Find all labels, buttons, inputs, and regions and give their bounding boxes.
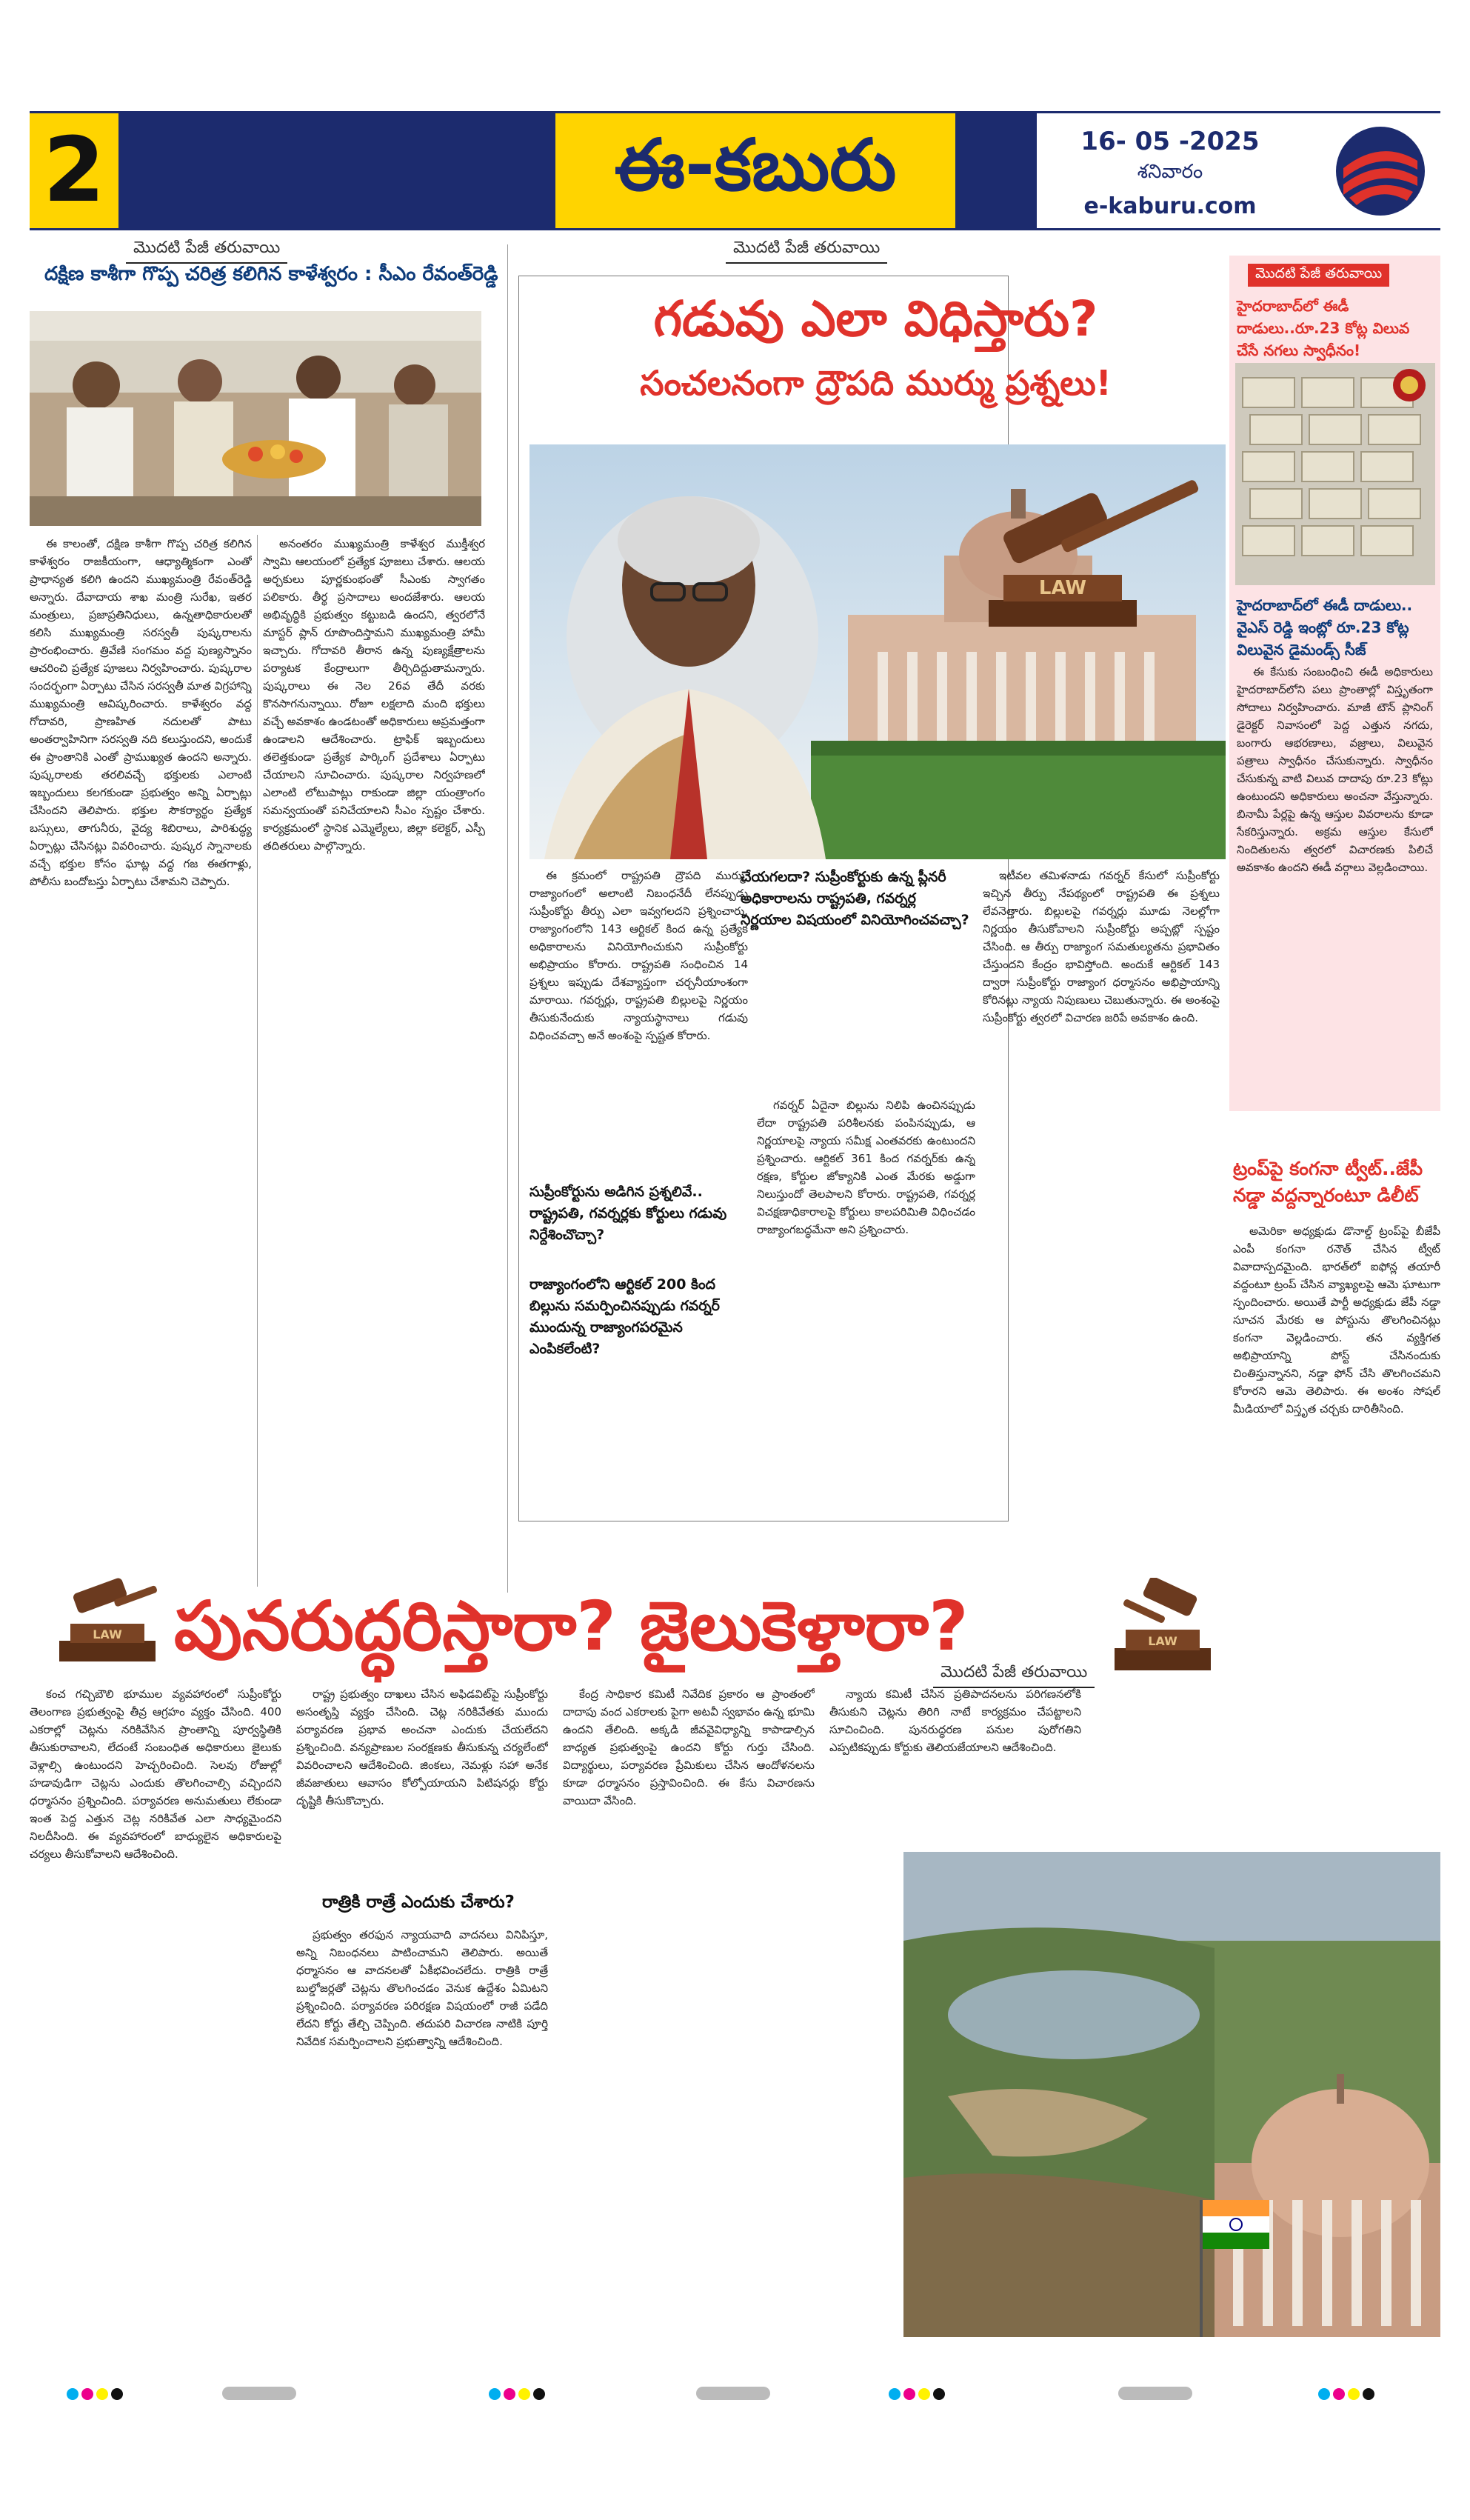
lead-subheadline: సంచలనంగా ద్రౌపది ముర్ము ప్రశ్నలు!	[640, 363, 1112, 403]
lead-story-column-2: గవర్నర్ ఏదైనా బిల్లును నిలిపి ఉంచినప్పుడు లేదా రాష్ట్రపతి పరిశీలనకు పంపినప్పుడు, ఆ నిర్ణయాలపై న్యాయ సమీక్ష ఎంతవరకు ఉంటుందని ప్రశ్నించారు. ఆర్టికల్ 361 కింద గవర్నర్‌కు ఉన్న రక్షణ, కోర్టుల జోక్యానికి ఎంత మేరకు అడ్డుగా నిలుస్తుందో తెలపాలని కోరారు. రాష్ట్రపతి, గవర్నర్ల విచక్షణాధికారాలపై కోర్టులు కాలపరిమితి విధించడం రాజ్యాంగబద్ధమేనా అని ప్రశ్నించారు.	[757, 1099, 975, 1236]
lead-story-kicker: మొదటి పేజీ తరువాయి	[726, 239, 887, 264]
kancha-gachibowli-court-photo	[903, 1852, 1440, 2337]
registration-mark	[67, 2388, 78, 2400]
lead-headline[interactable]: గడువు ఎలా విధిస్తారు?	[653, 290, 1098, 347]
page-number: 2	[43, 119, 105, 222]
column-divider	[257, 535, 258, 1587]
ed-raid-kicker: మొదటి పేజీ తరువాయి	[1248, 264, 1389, 287]
registration-mark	[504, 2388, 515, 2400]
registration-mark	[903, 2388, 915, 2400]
registration-mark	[918, 2388, 930, 2400]
registration-mark	[1318, 2388, 1330, 2400]
bottom-story-kicker: మొదటి పేజీ తరువాయి	[933, 1663, 1095, 1688]
left-story-kicker: మొదటి పేజీ తరువాయి	[126, 239, 287, 264]
bottom-story-column-2: రాష్ట్ర ప్రభుత్వం దాఖలు చేసిన అఫిడవిట్‌పై సుప్రీంకోర్టు అసంతృప్తి వ్యక్తం చేసింది. చెట్ల నరికివేతకు ముందు పర్యావరణ ప్రభావ అంచనా ఎందుకు చేయలేదని ప్రశ్నించింది. వన్యప్రాణుల సంరక్షణకు తీసుకున్న చర్యలేంటో వివరించాలని ఆదేశించింది. జింకలు, నెమళ్లు సహా అనేక జీవజాతులు ఆవాసం కోల్పోయాయని పిటిషనర్లు కోర్టు దృష్టికి తీసుకొచ్చారు.	[296, 1687, 548, 1807]
ed-raid-body: ఈ కేసుకు సంబంధించి ఈడీ అధికారులు హైదరాబాద్‌లోని పలు ప్రాంతాల్లో విస్తృతంగా సోదాలు నిర్వహించారు. మాజీ టౌన్ ప్లానింగ్ డైరెక్టర్ నివాసంలో పెద్ద ఎత్తున నగదు, బంగారు ఆభరణాలు, వజ్రాలు, విలువైన పత్రాలు స్వాధీనం చేసుకున్నారు. స్వాధీనం చేసుకున్న వాటి విలువ దాదాపు రూ.23 కోట్లు ఉంటుందని అధికారులు అంచనా వేస్తున్నారు. బినామీ పేర్లపై ఉన్న ఆస్తుల వివరాలను కూడా సేకరిస్తున్నారు. అక్రమ ఆస్తుల కేసులో నిందితులను త్వరలో విచారణకు పిలిచే అవకాశం ఉందని ఈడీ వర్గాలు వెల్లడించాయి.	[1237, 665, 1433, 874]
newspaper-title: ఈ-కబురు	[614, 124, 897, 207]
registration-mark	[1363, 2388, 1374, 2400]
left-story-headline[interactable]: దక్షిణ కాశీగా గొప్ప చరిత్ర కలిగిన కాళేశ్వరం : సీఎం రేవంత్‌రెడ్డి	[44, 263, 498, 285]
gavel-icon	[52, 1578, 163, 1667]
bottom-story-column-3: కేంద్ర సాధికార కమిటీ నివేదిక ప్రకారం ఆ ప్రాంతంలో దాదాపు వంద ఎకరాలకు పైగా అటవీ స్వభావం ఉన్న భూమి ఉందని తేలింది. అక్కడి జీవవైవిధ్యాన్ని కాపాడాల్సిన బాధ్యత ప్రభుత్వంపై ఉందని కోర్టు గుర్తు చేసింది. విద్యార్థులు, పర్యావరణ ప్రేమికులు చేసిన ఆందోళనలను కూడా ధర్మాసనం ప్రస్తావించింది. ఈ కేసు విచారణను వాయిదా వేసింది.	[563, 1687, 815, 1807]
svg-text:LAW: LAW	[93, 1627, 122, 1641]
bottom-story-column-1: కంచ గచ్చిబౌలి భూముల వ్యవహారంలో సుప్రీంకోర్టు తెలంగాణ ప్రభుత్వంపై తీవ్ర ఆగ్రహం వ్యక్తం చేసింది. 400 ఎకరాల్లో చెట్లను నరికివేసిన ప్రాంతాన్ని పూర్వస్థితికి తీసుకురావాలని, లేదంటే సంబంధిత అధికారులు జైలుకు వెళ్లాల్సి ఉంటుందని హెచ్చరించింది. సెలవు రోజుల్లో హడావుడిగా చెట్లను ఎందుకు తొలగించాల్సి వచ్చిందని ధర్మాసనం ప్రశ్నించింది. పర్యావరణ అనుమతులు లేకుండా ఇంత పెద్ద ఎత్తున చెట్ల నరికివేత ఎలా సాధ్యమైందని నిలదీసింది. ఈ వ్యవహారంలో బాధ్యులైన అధికారులపై చర్యలు తీసుకోవాలని ఆదేశించింది.	[30, 1687, 281, 1861]
cm-pushkaralu-photo	[30, 311, 481, 526]
left-story-column-1: ఈ కాలంతో, దక్షిణ కాశీగా గొప్ప చరిత్ర కలిగిన కాళేశ్వరం రాజకీయంగా, ఆధ్యాత్మికంగా ఎంతో ప్రాధాన్యత కలిగి ఉందని ముఖ్యమంత్రి రేవంత్‌రెడ్డి అన్నారు. దేవాదాయ శాఖ మంత్రి సురేఖ, ఇతర మంత్రులు, ప్రజాప్రతినిధులు, ఉన్నతాధికారులతో కలిసి ముఖ్యమంత్రి సరస్వతీ పుష్కరాలను ప్రారంభించారు. త్రివేణి సంగమం వద్ద పుణ్యస్నానం ఆచరించి ప్రత్యేక పూజలు నిర్వహించారు. పుష్కరాల సందర్భంగా ఏర్పాటు చేసిన సరస్వతీ మాత విగ్రహాన్ని ముఖ్యమంత్రి ఆవిష్కరించారు. కాళేశ్వరం వద్ద గోదావరి, ప్రాణహిత నదులతో పాటు అంతర్వాహినిగా సరస్వతి నది కలుస్తుందని, అందుకే ఈ ప్రాంతానికి ఎంతో ప్రాముఖ్యత ఉందని అన్నారు. పుష్కరాలకు తరలివచ్చే భక్తులకు ఎలాంటి ఇబ్బందులు కలగకుండా ప్రభుత్వం అన్ని ఏర్పాట్లు చేసిందని తెలిపారు. భక్తుల సౌకర్యార్థం ప్రత్యేక బస్సులు, తాగునీరు, వైద్య శిబిరాలు, పారిశుద్ధ్య ఏర్పాట్లు చేసినట్లు వివరించారు. పుష్కర స్నానాలకు వచ్చే భక్తుల కోసం ఘాట్ల వద్ద గజ ఈతగాళ్లు, పోలీసు బందోబస్తు ఏర్పాటు చేశామని చెప్పారు.	[30, 537, 252, 888]
masthead-divider	[955, 113, 1037, 228]
bottom-story-column-2b: ప్రభుత్వం తరఫున న్యాయవాది వాదనలు వినిపిస్తూ, అన్ని నిబంధనలు పాటించామని తెలిపారు. అయితే ధర్మాసనం ఆ వాదనలతో ఏకీభవించలేదు. రాత్రికి రాత్రే బుల్డోజర్లతో చెట్లను తొలగించడం వెనుక ఉద్దేశం ఏమిటని ప్రశ్నించింది. పర్యావరణ పరిరక్షణ విషయంలో రాజీ పడేది లేదని కోర్టు తేల్చి చెప్పింది. తదుపరి విచారణ నాటికి పూర్తి నివేదిక సమర్పించాలని ప్రభుత్వాన్ని ఆదేశించింది.	[296, 1928, 548, 2048]
bottom-story-subhead: రాత్రికి రాత్రే ఎందుకు చేశారు?	[322, 1893, 515, 1912]
brand-logo-icon	[1333, 124, 1428, 219]
lead-story-column-1: ఈ క్రమంలో రాష్ట్రపతి ద్రౌపది ముర్ము, రాజ్యాంగంలో అలాంటి నిబంధనేదీ లేనప్పుడు సుప్రీంకోర్టు తీర్పు ఎలా ఇవ్వగలదని ప్రశ్నించారు. రాజ్యాంగంలోని 143 ఆర్టికల్ కింద ఉన్న ప్రత్యేక అధికారాలను వినియోగించుకుని సుప్రీంకోర్టు అభిప్రాయం కోరారు. రాష్ట్రపతి సంధించిన 14 ప్రశ్నలు ఇప్పుడు దేశవ్యాప్తంగా చర్చనీయాంశంగా మారాయి. గవర్నర్లు, రాష్ట్రపతి బిల్లులపై నిర్ణయం తీసుకునేందుకు న్యాయస్థానాలు గడువు విధించవచ్చా అనే అంశంపై స్పష్టత కోరారు.	[529, 869, 748, 1042]
bottom-story-column-4: న్యాయ కమిటీ చేసిన ప్రతిపాదనలను పరిగణనలోకి తీసుకుని చెట్లను తిరిగి నాటే కార్యక్రమం చేపట్టాలని సూచించింది. పునరుద్ధరణ పనుల పురోగతిని ఎప్పటికప్పుడు కోర్టుకు తెలియజేయాలని ఆదేశించింది.	[829, 1687, 1081, 1754]
registration-mark	[489, 2388, 501, 2400]
ed-raid-subheadline: హైదరాబాద్‌లో ఈడీ దాడులు.. వైఎస్ రెడ్డి ఇంట్లో రూ.23 కోట్ల విలువైన డైమండ్స్ సీజ్	[1237, 596, 1413, 659]
issue-info	[1052, 127, 1289, 219]
registration-mark	[1333, 2388, 1345, 2400]
registration-mark	[933, 2388, 945, 2400]
left-story-column-2: అనంతరం ముఖ్యమంత్రి కాళేశ్వర ముక్తీశ్వర స్వామి ఆలయంలో ప్రత్యేక పూజలు చేశారు. ఆలయ అర్చకులు పూర్ణకుంభంతో సీఎంకు స్వాగతం పలికారు. తీర్థ ప్రసాదాలు అందజేశారు. ఆలయ అభివృద్ధికి ప్రభుత్వం కట్టుబడి ఉందని, త్వరలోనే మాస్టర్ ప్లాన్ రూపొందిస్తామని ముఖ్యమంత్రి హామీ ఇచ్చారు. గోదావరి తీరాన ఉన్న పుణ్యక్షేత్రాలను పర్యాటక కేంద్రాలుగా తీర్చిదిద్దుతామన్నారు. పుష్కరాలు ఈ నెల 26వ తేదీ వరకు కొనసాగనున్నాయి. రోజూ లక్షలాది మంది భక్తులు వచ్చే అవకాశం ఉండటంతో అధికారులు అప్రమత్తంగా ఉండాలని ఆదేశించారు. ట్రాఫిక్ ఇబ్బందులు తలెత్తకుండా ప్రత్యేక పార్కింగ్ ప్రదేశాలు ఏర్పాటు చేయాలని సూచించారు. పుష్కరాల నిర్వహణలో ఎలాంటి లోటుపాట్లు రాకుండా జిల్లా యంత్రాంగం సమన్వయంతో పనిచేయాలని సీఎం స్పష్టం చేశారు. కార్యక్రమంలో స్థానిక ఎమ్మెల్యేలు, జిల్లా కలెక్టర్, ఎస్పీ తదితరులు పాల్గొన్నారు.	[263, 537, 485, 853]
column-divider	[507, 244, 508, 1593]
issue-weekday: శనివారం	[1137, 161, 1203, 183]
lead-question-1: సుప్రీంకోర్టును అడిగిన ప్రశ్నలివే.. రాష్ట్రపతి, గవర్నర్లకు కోర్టులు గడువు నిర్దేశించొచ్చా?	[529, 1184, 727, 1243]
svg-text:LAW: LAW	[1148, 1634, 1177, 1648]
trump-story-body: అమెరికా అధ్యక్షుడు డొనాల్డ్ ట్రంప్‌పై బీజేపీ ఎంపీ కంగనా రనౌత్ చేసిన ట్వీట్ వివాదాస్పదమైంది. భారత్‌లో ఐఫోన్ల తయారీ వద్దంటూ ట్రంప్ చేసిన వ్యాఖ్యలపై ఆమె ఘాటుగా స్పందించారు. అయితే పార్టీ అధ్యక్షుడు జేపీ నడ్డా సూచన మేరకు ఆ పోస్టును తొలగించినట్లు కంగనా వెల్లడించారు. తన వ్యక్తిగత అభిప్రాయాన్ని పోస్ట్ చేసినందుకు చింతిస్తున్నానని, నడ్డా ఫోన్ చేసి తొలగించమని కోరారని ఆమె తెలిపారు. ఈ అంశం సోషల్ మీడియాలో విస్తృత చర్చకు దారితీసింది.	[1233, 1224, 1440, 1416]
masthead	[30, 111, 1440, 230]
seized-cash-photo	[1235, 363, 1435, 585]
registration-mark	[1348, 2388, 1360, 2400]
lead-question-3: చేయగలదా? సుప్రీంకోర్టుకు ఉన్న ప్లీనరీ అధికారాలను రాష్ట్రపతి, గవర్నర్ల నిర్ణయాల విషయంలో వినియోగించవచ్చా?	[741, 869, 969, 928]
registration-bar	[696, 2387, 770, 2400]
registration-mark	[81, 2388, 93, 2400]
law-block-label: LAW	[1038, 577, 1087, 599]
trump-story-headline[interactable]: ట్రంప్‌పై కంగనా ట్వీట్..జేపీ నడ్డా వద్దన్నారంటూ డిలీట్	[1233, 1158, 1423, 1206]
registration-mark	[518, 2388, 530, 2400]
lead-question-2: రాజ్యాంగంలోని ఆర్టికల్ 200 కింద బిల్లును సమర్పించినప్పుడు గవర్నర్ ముందున్న రాజ్యాంగపరమైన ఎంపికలేంటి?	[529, 1276, 720, 1357]
president-supreme-court-photo	[529, 444, 1226, 859]
registration-mark	[111, 2388, 123, 2400]
registration-mark	[533, 2388, 545, 2400]
issue-date: 16- 05 -2025	[1080, 127, 1260, 156]
registration-bar	[1118, 2387, 1192, 2400]
gavel-icon	[1107, 1578, 1218, 1674]
registration-bar	[222, 2387, 296, 2400]
registration-mark	[96, 2388, 108, 2400]
site-link[interactable]: e-kaburu.com	[1083, 193, 1257, 219]
lead-story-column-3: ఇటీవల తమిళనాడు గవర్నర్ కేసులో సుప్రీంకోర్టు ఇచ్చిన తీర్పు నేపథ్యంలో రాష్ట్రపతి ఈ ప్రశ్నలు లేవనెత్తారు. బిల్లులపై గవర్నర్లు మూడు నెలల్లోగా నిర్ణయం తీసుకోవాలని సుప్రీంకోర్టు అప్పట్లో స్పష్టం చేసింది. ఆ తీర్పు రాజ్యాంగ సమతుల్యతను ప్రభావితం చేస్తుందని కేంద్రం భావిస్తోంది. అందుకే ఆర్టికల్ 143 ద్వారా సుప్రీంకోర్టు రాజ్యాంగ ధర్మాసనం అభిప్రాయాన్ని కోరినట్లు న్యాయ నిపుణులు చెబుతున్నారు. ఈ అంశంపై సుప్రీంకోర్టు త్వరలో విచారణ జరిపే అవకాశం ఉంది.	[983, 869, 1220, 1024]
ed-raid-headline[interactable]: హైదరాబాద్‌లో ఈడీ దాడులు..రూ.23 కోట్ల విలువ చేసే నగలు స్వాధీనం!	[1237, 297, 1410, 359]
page-number-box	[30, 113, 118, 228]
bottom-banner-headline[interactable]: పునరుద్ధరిస్తారా? జైలుకెళ్తారా?	[174, 1587, 969, 1666]
registration-mark	[889, 2388, 901, 2400]
